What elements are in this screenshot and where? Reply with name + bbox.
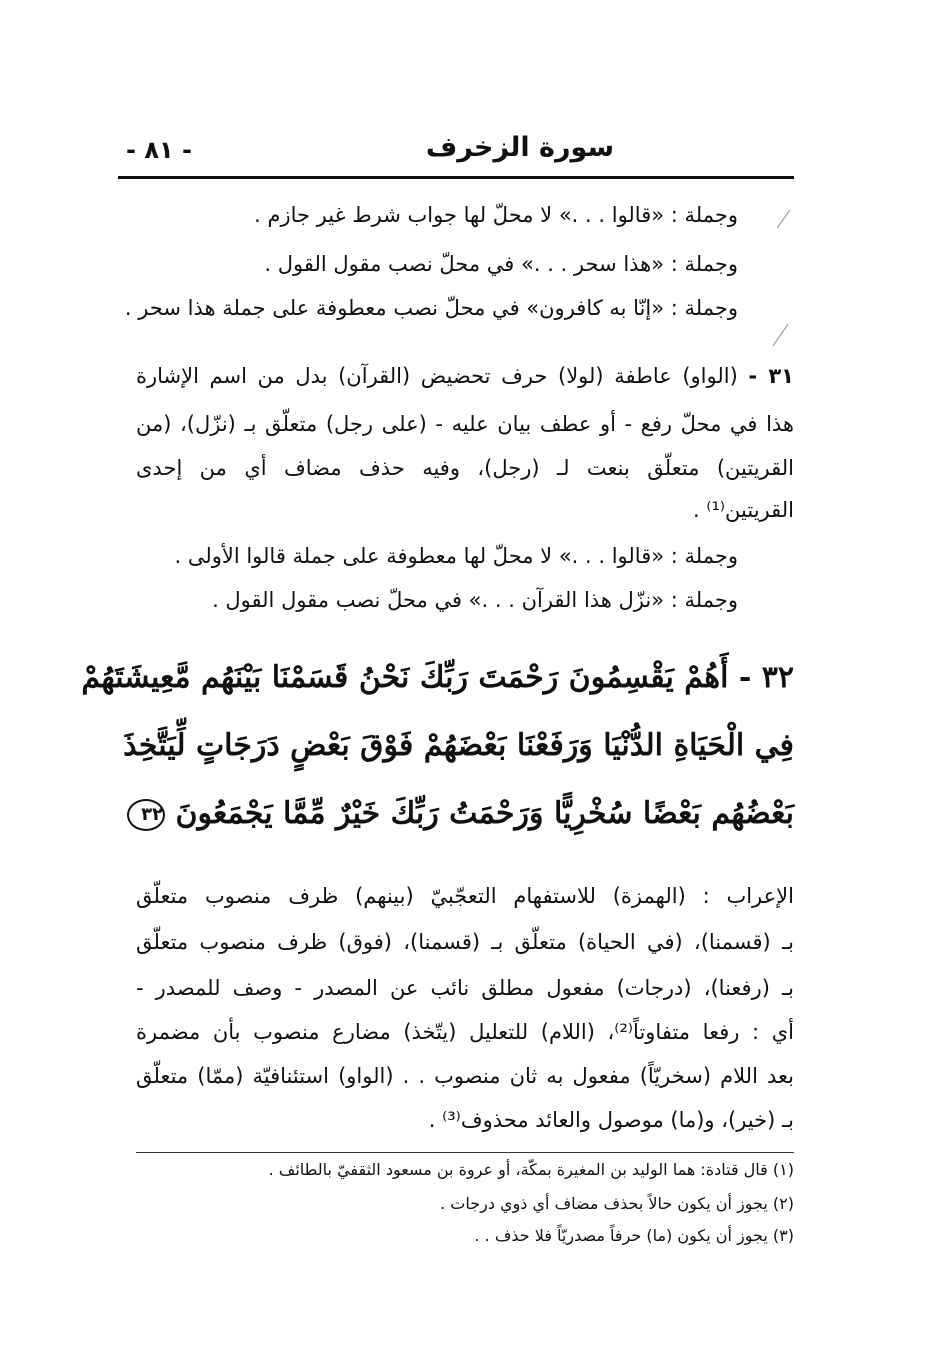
irab-line: بعد اللام (سخريّاً) مفعول به ثان منصوب . . (الواو) استئنافيّة (ممّا) متعلّق [136,1064,794,1088]
footnote: (١) قال قتادة: هما الوليد بن المغيرة بمكّة، أو عروة بن مسعود الثقفيّ بالطائف . [268,1160,794,1179]
ayah-line: بَعْضُهُم بَعْضًا سُخْرِيًّا وَرَحْمَتُ رَبِّكَ خَيْرٌ مِّمَّا يَجْمَعُونَ ٣٢ [136,796,794,831]
ayah-end-marker: ٣٢ [127,799,165,831]
section-31-line: القريتين) متعلّق بنعت لـ (رجل)، وفيه حذف مضاف أي من إحدى [136,456,794,480]
section-number: ٣١ - [748,364,794,388]
section-31-line: ٣١ - (الواو) عاطفة (لولا) حرف تحضيض (القرآن) بدل من اسم الإشارة [136,364,794,388]
section-31-line: القريتين⁽¹⁾ . [692,498,794,522]
page-number: - ٨١ - [126,136,192,164]
sentence-line: وجملة : «قالوا . . .» لا محلّ لها جواب شرط غير جازم . [254,203,738,227]
irab-line: بـ (خير)، و(ما) موصول والعائد محذوف⁽³⁾ . [428,1108,794,1132]
ayah-line: ٣٢ - أَهُمْ يَقْسِمُونَ رَحْمَتَ رَبِّكَ نَحْنُ قَسَمْنَا بَيْنَهُم مَّعِيشَتَهُمْ [81,660,794,695]
sentence-line: وجملة : «هذا سحر . . .» في محلّ نصب مقول القول . [264,252,738,276]
irab-line: الإعراب : (الهمزة) للاستفهام التعجّبيّ (بينهم) ظرف منصوب متعلّق [136,884,794,908]
ayah-line: فِي الْحَيَاةِ الدُّنْيَا وَرَفَعْنَا بَعْضَهُمْ فَوْقَ بَعْضٍ دَرَجَاتٍ لِّيَتَّخِذَ [123,728,794,763]
header-rule [118,176,794,179]
scan-mark [773,324,789,346]
irab-line: أي : رفعا متفاوتاً⁽²⁾، (اللام) للتعليل (يتّخذ) مضارع منصوب بأن مضمرة [136,1020,794,1044]
footnote: (٣) يجوز أن يكون (ما) حرفاً مصدريّاً فلا حذف . . [474,1226,794,1245]
surah-title: سورة الزخرف [425,132,614,163]
sentence-line: وجملة : «نزّل هذا القرآن . . .» في محلّ نصب مقول القول . [212,588,738,612]
footnote: (٢) يجوز أن يكون حالاً بحذف مضاف أي ذوي درجات . [440,1194,794,1213]
footnote-rule [136,1152,794,1153]
section-31-line: هذا في محلّ رفع - أو عطف بيان عليه - (على رجل) متعلّق بـ (نزّل)، (من [136,412,794,436]
ayah-number: ٣٢ - [738,660,794,695]
page-header [118,130,794,176]
irab-line: بـ (قسمنا)، (في الحياة) متعلّق بـ (قسمنا)، (فوق) ظرف منصوب متعلّق [136,930,794,954]
scan-mark [777,210,790,229]
irab-line: بـ (رفعنا)، (درجات) مفعول مطلق نائب عن المصدر - وصف للمصدر - [136,976,794,1000]
sentence-line: وجملة : «إنّا به كافرون» في محلّ نصب معطوفة على جملة هذا سحر . [124,296,738,320]
sentence-line: وجملة : «قالوا . . .» لا محلّ لها معطوفة على جملة قالوا الأولى . [174,544,738,568]
